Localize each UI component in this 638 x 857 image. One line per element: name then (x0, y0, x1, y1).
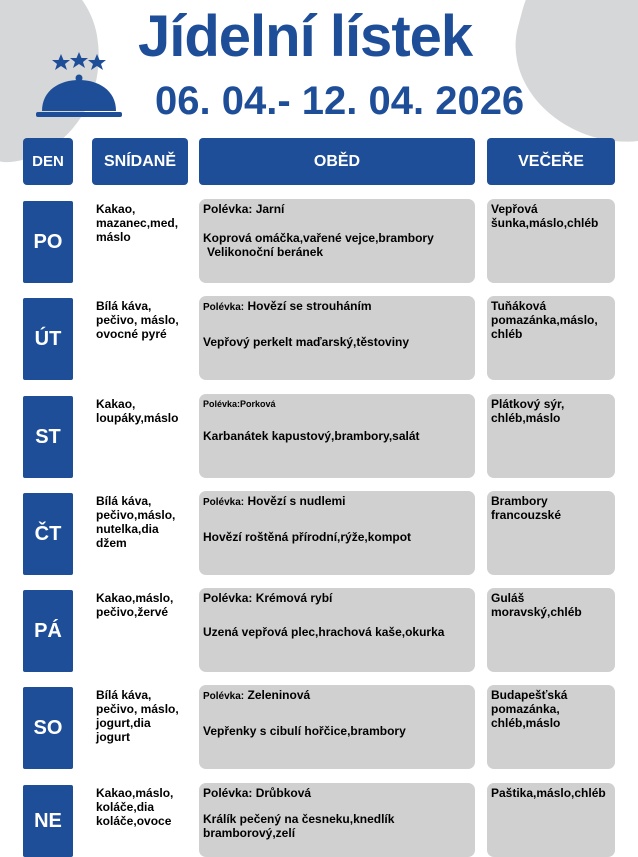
cloche-icon (34, 48, 124, 120)
dinner-cell: Brambory francouzské (487, 491, 615, 575)
soup-text: Polévka: Drůbková (203, 786, 312, 800)
column-header-day: DEN (23, 138, 73, 185)
lunch-cell (199, 588, 475, 672)
lunch-cell (199, 491, 475, 575)
dinner-cell: Vepřová šunka,máslo,chléb (487, 199, 615, 283)
soup-text: Polévka: Krémová rybí (203, 591, 333, 605)
soup-text: Polévka: Hovězí se strouháním (203, 299, 372, 313)
day-label: ÚT (23, 298, 73, 380)
breakfast-cell: Bílá káva, pečivo, máslo, jogurt,dia jogurt (92, 685, 185, 769)
column-header-dinner: VEČEŘE (487, 138, 615, 185)
lunch-cell (199, 199, 475, 283)
breakfast-cell: Bílá káva, pečivo,máslo, nutelka,dia džem (92, 491, 185, 575)
main-dish-text: Králík pečený na česneku,knedlík bramborový,zelí (203, 812, 395, 840)
dinner-cell: Budapešťská pomazánka, chléb,máslo (487, 685, 615, 769)
breakfast-cell: Bílá káva, pečivo, máslo, ovocné pyré (92, 296, 185, 380)
dinner-cell: Paštika,máslo,chléb (487, 783, 615, 857)
main-dish-text: Karbanátek kapustový,brambory,salát (203, 429, 420, 443)
day-label: SO (23, 687, 73, 769)
main-dish-text: Uzená vepřová plec,hrachová kaše,okurka (203, 625, 445, 639)
breakfast-cell: Kakao,máslo, pečivo,žervé (92, 588, 185, 672)
breakfast-cell: Kakao,máslo, koláče,dia koláče,ovoce (92, 783, 185, 857)
main-dish-text: Hovězí roštěná přírodní,rýže,kompot (203, 530, 412, 544)
lunch-cell (199, 394, 475, 478)
lunch-cell (199, 783, 475, 857)
day-label: ST (23, 396, 73, 478)
soup-text: Polévka:Porková (203, 399, 276, 409)
soup-text: Polévka: Zeleninová (203, 688, 311, 702)
page-title: Jídelní lístek (138, 4, 473, 69)
soup-text: Polévka: Jarní (203, 202, 285, 216)
column-header-breakfast: SNÍDANĚ (92, 138, 188, 185)
column-header-lunch: OBĚD (199, 138, 475, 185)
dinner-cell: Guláš moravský,chléb (487, 588, 615, 672)
date-range: 06. 04.- 12. 04. 2026 (155, 79, 525, 123)
main-dish-text: Koprová omáčka,vařené vejce,brambory (203, 231, 434, 245)
dinner-cell: Tuňáková pomazánka,máslo, chléb (487, 296, 615, 380)
breakfast-cell: Kakao, mazanec,med, máslo (92, 199, 185, 283)
lunch-cell (199, 296, 475, 380)
day-label: PÁ (23, 590, 73, 672)
main-dish-text: Vepřový perkelt maďarský,těstoviny (203, 335, 410, 349)
day-label: NE (23, 785, 73, 857)
day-label: PO (23, 201, 73, 283)
extra-dish-text: Velikonoční beránek (207, 245, 324, 259)
day-label: ČT (23, 493, 73, 575)
lunch-cell (199, 685, 475, 769)
main-dish-text: Vepřenky s cibulí hořčice,brambory (203, 724, 406, 738)
soup-text: Polévka: Hovězí s nudlemi (203, 494, 346, 508)
dinner-cell: Plátkový sýr, chléb,máslo (487, 394, 615, 478)
breakfast-cell: Kakao, loupáky,máslo (92, 394, 185, 478)
